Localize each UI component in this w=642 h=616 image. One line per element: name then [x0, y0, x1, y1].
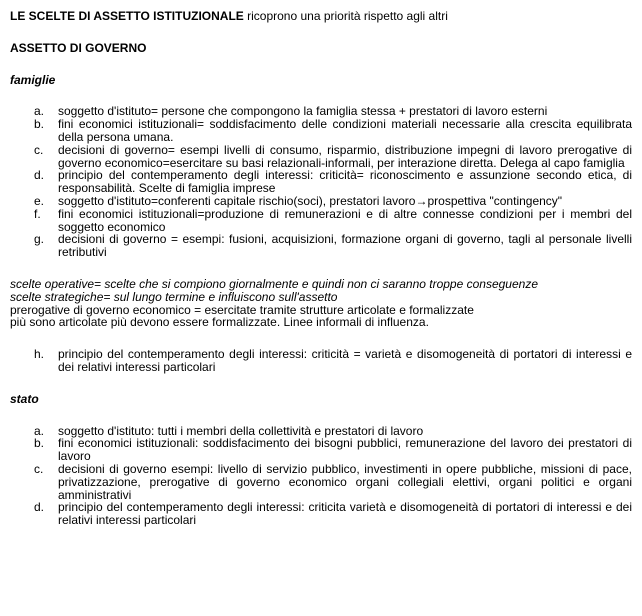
list-marker: e.: [34, 193, 45, 208]
list-marker: h.: [34, 347, 45, 362]
list-text: principio del contemperamento degli interessi: criticita varietà e disomogeneità di portatori di interessi e dei relativi interessi particolari: [58, 500, 632, 528]
famiglie-list: [10, 105, 632, 259]
list-text: principio del contemperamento degli interessi: criticità = varietà e disomogeneità di portatori di interessi e dei relativi interessi particolari: [58, 347, 632, 374]
list-marker: d.: [34, 500, 45, 515]
list-item: [10, 501, 632, 527]
note-operative: scelte operative= scelte che si compiono giornalmente e quindi non ci saranno troppe conseguenze: [10, 276, 538, 291]
list-text: soggetto d'istituto: tutti i membri della collettività e prestatori di lavoro: [58, 423, 424, 438]
list-item: [10, 463, 632, 501]
list-marker: f.: [34, 206, 41, 221]
stato-title: stato: [10, 391, 39, 406]
list-item: [10, 169, 632, 195]
list-marker: a.: [34, 104, 45, 119]
list-marker: c.: [34, 142, 44, 157]
list-marker: b.: [34, 436, 45, 451]
list-item: [10, 208, 632, 234]
note-prerogative: prerogative di governo economico = esercitate tramite strutture articolate e formalizzate: [10, 302, 474, 317]
list-text: principio del contemperamento degli interessi: criticità= riconoscimento e assunzione secondo etica, di responsabilità. Scelte di famiglia imprese: [58, 168, 632, 196]
list-text: decisioni di governo = esempi: fusioni, acquisizioni, formazione organi di governo, tagli al personale livelli retributivi: [58, 232, 632, 260]
list-item: [10, 144, 632, 170]
list-marker: a.: [34, 423, 45, 438]
note-articolate: più sono articolate più devono essere formalizzate. Linee informali di influenza.: [10, 315, 429, 330]
famiglie-title: famiglie: [10, 72, 56, 87]
list-item: [10, 437, 632, 463]
section-title: ASSETTO DI GOVERNO: [10, 40, 147, 55]
intro-rest: ricoprono una priorità rispetto agli altri: [243, 9, 448, 23]
list-text: decisioni di governo= esempi livelli di consumo, risparmio, distribuzione impegni di lavoro prerogative di governo economico=esercitare su basi relazionali-informali, per interazione diretta. Delega al capo famiglia: [58, 142, 632, 170]
list-marker: d.: [34, 168, 45, 183]
intro-line: [10, 10, 632, 23]
list-item: [10, 233, 632, 259]
list-item: [10, 118, 632, 144]
list-text: fini economici istituzionali= soddisfacimento delle condizioni materiali necessarie alla crescita equilibrata della persona umana.: [58, 117, 632, 144]
list-marker: b.: [34, 117, 45, 132]
list-text: soggetto d'istituto= persone che compongono la famiglia stessa + prestatori di lavoro esterni: [58, 104, 548, 119]
list-marker: c.: [34, 461, 44, 476]
intro-bold: LE SCELTE DI ASSETTO ISTITUZIONALE: [10, 9, 244, 23]
note-strategiche: scelte strategiche= sul lungo termine e influiscono sull'assetto: [10, 289, 338, 304]
list-text: fini economici istituzionali: soddisfacimento dei bisogni pubblici, remunerazione del lavoro dei prestatori di lavoro: [58, 436, 632, 464]
list-text: decisioni di governo esempi: livello di servizio pubblico, investimenti in opere pubbliche, missioni di pace, privatizzazione, prerogative di governo economico organi collegiali elettivi, organi politici e organi amministrativi: [58, 461, 632, 502]
list-item: [10, 348, 632, 374]
famiglie-list-continued: [10, 348, 632, 374]
list-marker: g.: [34, 232, 45, 247]
stato-list: [10, 425, 632, 527]
list-text: soggetto d'istituto=conferenti capitale rischio(soci), prestatori lavoro→prospettiva "contingency": [58, 193, 563, 208]
list-text: fini economici istituzionali=produzione di remunerazioni e di altre connesse condizioni per i membri del soggetto economico: [58, 206, 632, 234]
